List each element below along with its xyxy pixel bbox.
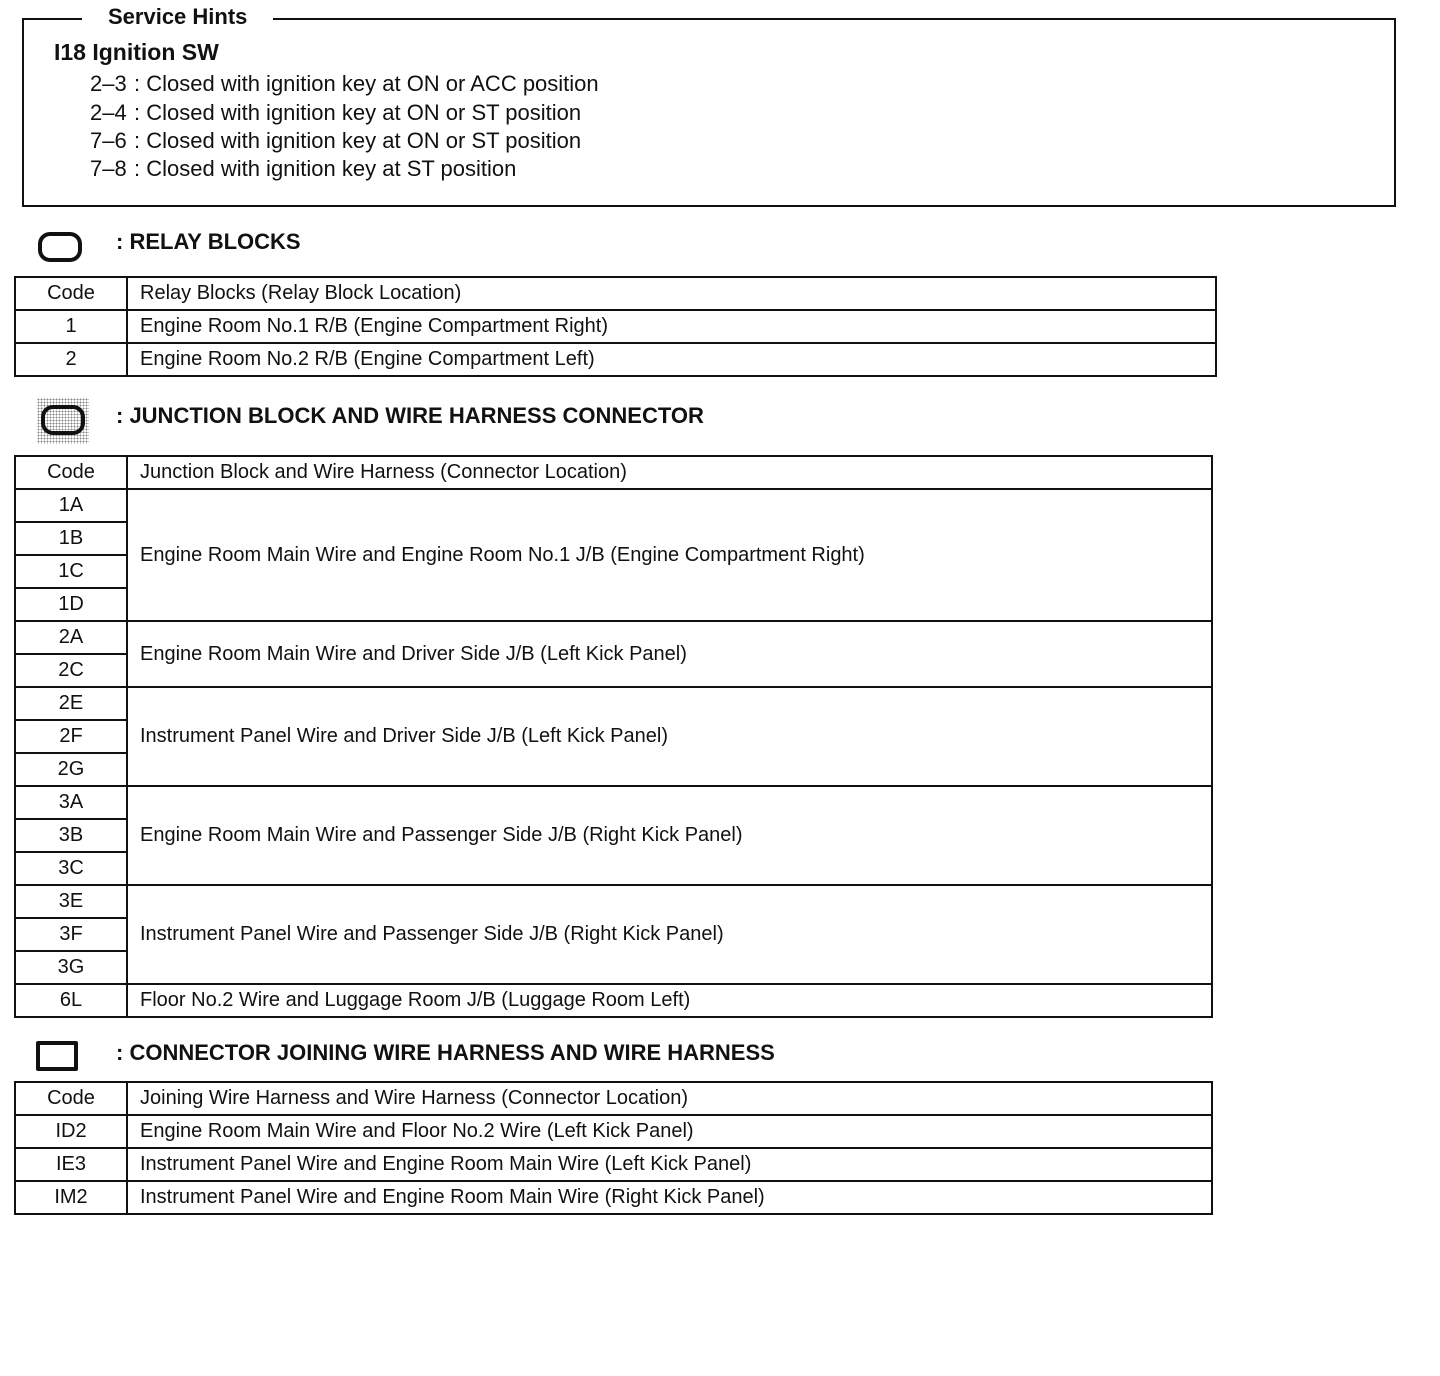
row-code: 1 (15, 310, 127, 343)
row-desc: Engine Room Main Wire and Floor No.2 Wire (Left Kick Panel) (127, 1115, 1212, 1148)
row-code: 1C (15, 555, 127, 588)
row-code: 2A (15, 621, 127, 654)
table-row (15, 885, 1212, 918)
connectors-heading: : CONNECTOR JOINING WIRE HARNESS AND WIRE HARNESS (116, 1040, 775, 1065)
row-code: 6L (15, 984, 127, 1017)
row-code: 2E (15, 687, 127, 720)
row-code: IE3 (15, 1148, 127, 1181)
hint-line (90, 71, 599, 97)
row-code: 3C (15, 852, 127, 885)
row-desc: Engine Room Main Wire and Engine Room No.1 J/B (Engine Compartment Right) (127, 489, 1212, 621)
row-desc: Engine Room Main Wire and Passenger Side J/B (Right Kick Panel) (127, 786, 1212, 885)
row-code: 3G (15, 951, 127, 984)
header-desc: Junction Block and Wire Harness (Connector Location) (127, 456, 1212, 489)
hint-code: 2–4 (90, 100, 127, 125)
table-row (15, 1115, 1212, 1148)
row-code: 1A (15, 489, 127, 522)
hint-line (90, 156, 516, 182)
hint-code: 2–3 (90, 71, 127, 96)
junction-block-symbol-icon (41, 405, 85, 435)
row-code: IM2 (15, 1181, 127, 1214)
header-code: Code (15, 277, 127, 310)
row-code: 2 (15, 343, 127, 376)
connectors-table (14, 1081, 1213, 1215)
row-code: 2C (15, 654, 127, 687)
row-code: 3A (15, 786, 127, 819)
table-row (15, 1181, 1212, 1214)
hint-text: : Closed with ignition key at ON or ACC position (134, 71, 599, 96)
row-code: 3E (15, 885, 127, 918)
row-code: 1B (15, 522, 127, 555)
table-row (15, 310, 1216, 343)
header-code: Code (15, 456, 127, 489)
hint-text: : Closed with ignition key at ST position (134, 156, 517, 181)
table-row (15, 621, 1212, 654)
header-desc: Joining Wire Harness and Wire Harness (Connector Location) (127, 1082, 1212, 1115)
row-desc: Instrument Panel Wire and Driver Side J/B (Left Kick Panel) (127, 687, 1212, 786)
row-code: 3F (15, 918, 127, 951)
hint-line (90, 128, 581, 154)
row-code: 3B (15, 819, 127, 852)
table-header-row (15, 1082, 1212, 1115)
row-code: 1D (15, 588, 127, 621)
row-code: 2G (15, 753, 127, 786)
row-desc: Engine Room Main Wire and Driver Side J/B (Left Kick Panel) (127, 621, 1212, 687)
header-code: Code (15, 1082, 127, 1115)
table-row (15, 984, 1212, 1017)
hint-text: : Closed with ignition key at ON or ST position (134, 128, 582, 153)
table-row (15, 343, 1216, 376)
row-desc: Floor No.2 Wire and Luggage Room J/B (Luggage Room Left) (127, 984, 1212, 1017)
table-row (15, 786, 1212, 819)
row-desc: Instrument Panel Wire and Engine Room Main Wire (Right Kick Panel) (127, 1181, 1212, 1214)
row-desc: Instrument Panel Wire and Passenger Side J/B (Right Kick Panel) (127, 885, 1212, 984)
table-row (15, 489, 1212, 522)
row-desc: Instrument Panel Wire and Engine Room Main Wire (Left Kick Panel) (127, 1148, 1212, 1181)
row-code: 2F (15, 720, 127, 753)
hint-code: 7–8 (90, 156, 127, 181)
service-hints-legend: Service Hints (82, 4, 273, 30)
service-hints-title: I18 Ignition SW (54, 39, 219, 65)
hint-code: 7–6 (90, 128, 127, 153)
table-header-row (15, 456, 1212, 489)
junction-blocks-heading: : JUNCTION BLOCK AND WIRE HARNESS CONNECTOR (116, 403, 704, 428)
connector-symbol-icon (36, 1041, 78, 1071)
relay-block-symbol-icon (38, 232, 82, 262)
junction-blocks-table (14, 455, 1213, 1018)
hint-line (90, 100, 581, 126)
row-desc: Engine Room No.2 R/B (Engine Compartment Left) (127, 343, 1216, 376)
row-code: ID2 (15, 1115, 127, 1148)
row-desc: Engine Room No.1 R/B (Engine Compartment Right) (127, 310, 1216, 343)
header-desc: Relay Blocks (Relay Block Location) (127, 277, 1216, 310)
table-row (15, 687, 1212, 720)
relay-blocks-heading: : RELAY BLOCKS (116, 229, 301, 254)
table-row (15, 1148, 1212, 1181)
hint-text: : Closed with ignition key at ON or ST position (134, 100, 582, 125)
table-header-row (15, 277, 1216, 310)
relay-blocks-table (14, 276, 1217, 377)
